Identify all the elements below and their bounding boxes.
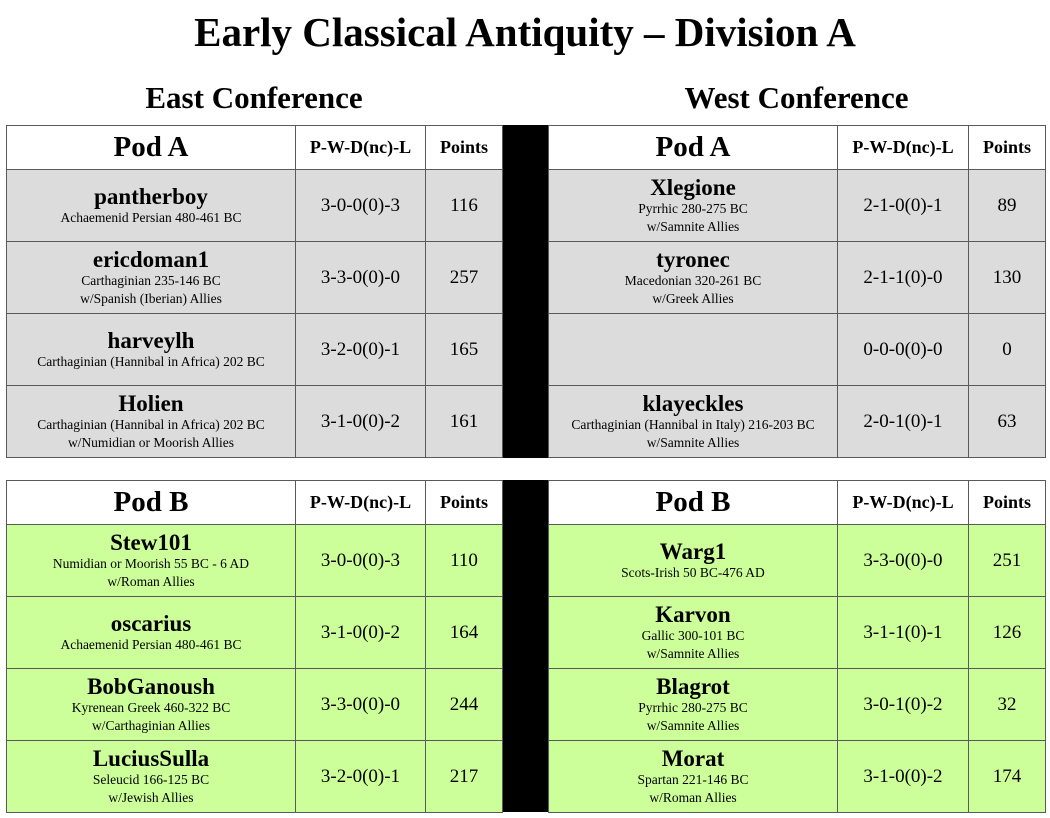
points-cell: 165	[426, 314, 503, 386]
table-row	[7, 525, 503, 597]
allies: w/Carthaginian Allies	[91, 718, 211, 733]
west-conference-heading: West Conference	[684, 80, 909, 115]
points-cell: 130	[969, 242, 1046, 314]
army-list: Seleucid 166-125 BC	[92, 772, 210, 787]
player-cell	[549, 741, 838, 813]
table-row	[7, 741, 503, 813]
record-cell: 3-1-1(0)-1	[838, 597, 969, 669]
points-column-header: Points	[969, 126, 1046, 170]
record-column-header: P-W-D(nc)-L	[296, 481, 426, 525]
record-cell: 3-3-0(0)-0	[296, 242, 426, 314]
east-conference-heading: East Conference	[145, 80, 363, 115]
record-cell: 3-1-0(0)-2	[296, 386, 426, 458]
player-name: harveylh	[107, 328, 195, 353]
table-row	[7, 170, 503, 242]
points-cell: 251	[969, 525, 1046, 597]
points-cell: 32	[969, 669, 1046, 741]
allies: w/Samnite Allies	[646, 435, 740, 450]
record-column-header: P-W-D(nc)-L	[838, 126, 969, 170]
record-cell: 0-0-0(0)-0	[838, 314, 969, 386]
army-list: Scots-Irish 50 BC-476 AD	[621, 565, 765, 580]
allies: w/Roman Allies	[107, 574, 195, 589]
table-row	[7, 669, 503, 741]
east-pod-a-table	[6, 125, 503, 458]
points-cell: 217	[426, 741, 503, 813]
table-row	[549, 314, 1046, 386]
player-cell	[549, 314, 838, 386]
pod-name: Pod A	[7, 126, 296, 170]
header-row	[549, 126, 1046, 170]
player-cell	[7, 314, 296, 386]
player-cell	[549, 597, 838, 669]
army-list: Achaemenid Persian 480-461 BC	[60, 210, 242, 225]
table-row	[7, 242, 503, 314]
record-cell: 3-3-0(0)-0	[838, 525, 969, 597]
army-list: Macedonian 320-261 BC	[624, 273, 762, 288]
allies: w/Roman Allies	[649, 790, 737, 805]
player-name: Morat	[661, 746, 725, 771]
player-name: Xlegione	[650, 175, 736, 200]
allies: w/Samnite Allies	[646, 219, 740, 234]
page-title: Early Classical Antiquity – Division A	[194, 9, 856, 55]
army-list: Gallic 300-101 BC	[641, 628, 745, 643]
player-cell	[7, 525, 296, 597]
army-list: Pyrrhic 280-275 BC	[638, 201, 748, 216]
army-list: Numidian or Moorish 55 BC - 6 AD	[52, 556, 250, 571]
army-list: Pyrrhic 280-275 BC	[638, 700, 748, 715]
player-name: pantherboy	[94, 184, 208, 209]
player-cell	[7, 170, 296, 242]
army-list: Spartan 221-146 BC	[637, 772, 749, 787]
player-name: LuciusSulla	[92, 746, 210, 771]
points-cell: 89	[969, 170, 1046, 242]
player-cell	[549, 669, 838, 741]
player-name: oscarius	[110, 611, 192, 636]
header-row	[7, 481, 503, 525]
pod-b-divider	[502, 480, 548, 812]
pod-name: Pod B	[549, 481, 838, 525]
record-cell: 3-2-0(0)-1	[296, 741, 426, 813]
record-cell: 3-3-0(0)-0	[296, 669, 426, 741]
allies: w/Numidian or Moorish Allies	[67, 435, 235, 450]
table-row	[549, 386, 1046, 458]
record-cell: 3-1-0(0)-2	[838, 741, 969, 813]
points-column-header: Points	[426, 481, 503, 525]
pod-name: Pod B	[7, 481, 296, 525]
allies: w/Spanish (Iberian) Allies	[80, 291, 222, 306]
table-row	[549, 597, 1046, 669]
points-cell: 63	[969, 386, 1046, 458]
player-cell	[7, 597, 296, 669]
record-cell: 2-1-0(0)-1	[838, 170, 969, 242]
record-cell: 3-2-0(0)-1	[296, 314, 426, 386]
points-column-header: Points	[426, 126, 503, 170]
player-name: ericdoman1	[92, 247, 210, 272]
table-row	[7, 597, 503, 669]
player-cell	[549, 525, 838, 597]
east-pod-b-table	[6, 480, 503, 813]
allies: w/Samnite Allies	[646, 718, 740, 733]
army-list: Carthaginian (Hannibal in Africa) 202 BC	[37, 354, 265, 369]
west-pod-b-table	[548, 480, 1046, 813]
record-cell: 2-0-1(0)-1	[838, 386, 969, 458]
player-name: klayeckles	[642, 391, 744, 416]
player-name: Blagrot	[656, 674, 730, 699]
table-row	[7, 314, 503, 386]
record-cell: 3-0-0(0)-3	[296, 525, 426, 597]
points-column-header: Points	[969, 481, 1046, 525]
allies: w/Jewish Allies	[108, 790, 194, 805]
header-row	[7, 126, 503, 170]
points-cell: 257	[426, 242, 503, 314]
allies: w/Samnite Allies	[646, 646, 740, 661]
table-row	[549, 242, 1046, 314]
points-cell: 110	[426, 525, 503, 597]
record-cell: 3-1-0(0)-2	[296, 597, 426, 669]
player-name: Holien	[118, 391, 184, 416]
player-name: Warg1	[659, 539, 727, 564]
points-cell: 126	[969, 597, 1046, 669]
table-row	[549, 170, 1046, 242]
army-list: Carthaginian (Hannibal in Italy) 216-203 BC	[571, 417, 815, 432]
record-cell: 3-0-1(0)-2	[838, 669, 969, 741]
player-name: BobGanoush	[87, 674, 215, 699]
player-cell	[7, 741, 296, 813]
player-cell	[7, 669, 296, 741]
record-cell: 2-1-1(0)-0	[838, 242, 969, 314]
table-row	[549, 741, 1046, 813]
player-cell	[7, 386, 296, 458]
points-cell: 164	[426, 597, 503, 669]
army-list: Carthaginian (Hannibal in Africa) 202 BC	[37, 417, 265, 432]
army-list: Kyrenean Greek 460-322 BC	[71, 700, 231, 715]
points-cell: 174	[969, 741, 1046, 813]
army-list: Achaemenid Persian 480-461 BC	[60, 637, 242, 652]
player-cell	[549, 170, 838, 242]
army-list: Carthaginian 235-146 BC	[81, 273, 221, 288]
points-cell: 0	[969, 314, 1046, 386]
points-cell: 161	[426, 386, 503, 458]
west-pod-a-table	[548, 125, 1046, 458]
player-name: Karvon	[655, 602, 731, 627]
pod-name: Pod A	[549, 126, 838, 170]
allies: w/Greek Allies	[652, 291, 734, 306]
pod-a-divider	[502, 125, 548, 458]
points-cell: 244	[426, 669, 503, 741]
table-row	[7, 386, 503, 458]
table-row	[549, 669, 1046, 741]
player-name: tyronec	[656, 247, 730, 272]
header-row	[549, 481, 1046, 525]
table-row	[549, 525, 1046, 597]
player-cell	[7, 242, 296, 314]
record-column-header: P-W-D(nc)-L	[296, 126, 426, 170]
record-cell: 3-0-0(0)-3	[296, 170, 426, 242]
points-cell: 116	[426, 170, 503, 242]
player-cell	[549, 242, 838, 314]
player-cell	[549, 386, 838, 458]
player-name: Stew101	[110, 530, 192, 555]
record-column-header: P-W-D(nc)-L	[838, 481, 969, 525]
